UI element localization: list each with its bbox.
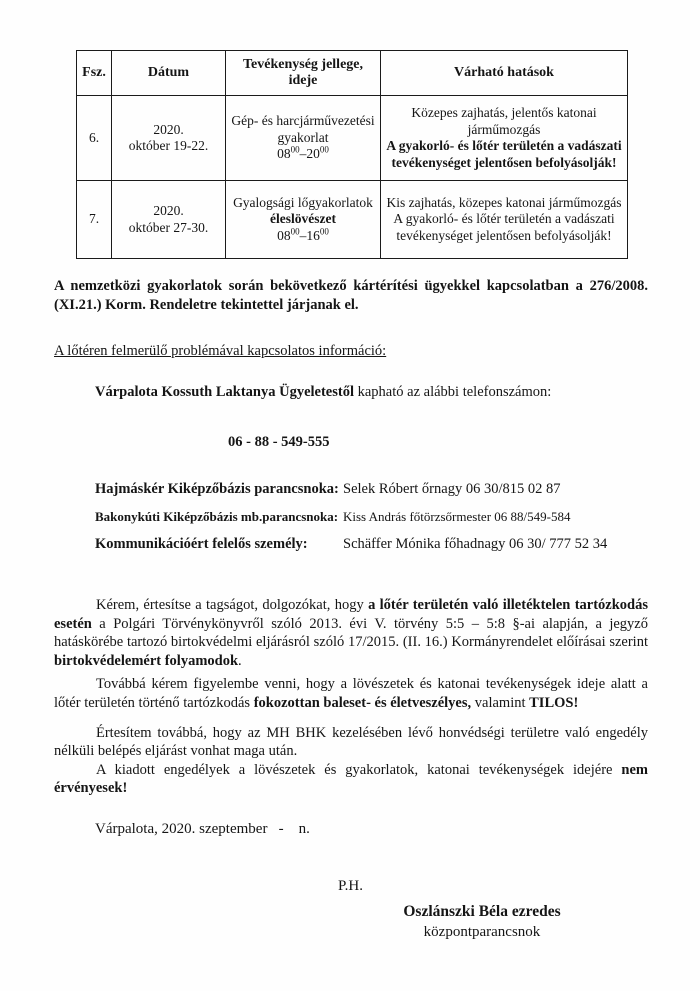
activity-text: Gép- és harcjárművezetési gyakorlat	[231, 113, 375, 145]
time-start-sup: 00	[290, 144, 300, 155]
activity-time	[230, 228, 376, 245]
time-end: 16	[306, 227, 320, 243]
contact-list	[95, 481, 648, 553]
text-segment: valamint	[471, 694, 530, 711]
time-end-sup: 00	[319, 226, 329, 237]
paragraph-danger-warning	[54, 675, 648, 712]
date-year: 2020.	[153, 121, 184, 137]
signer-name: Oszlánszki Béla ezredes	[403, 902, 561, 920]
cell-date	[112, 181, 226, 259]
table-row	[77, 96, 628, 181]
table-header-row	[77, 51, 628, 96]
contact-label: Bakonykúti Kiképzőbázis mb.parancsnoka:	[95, 509, 339, 524]
contact-label: Kommunikációért felelős személy:	[95, 536, 308, 552]
cell-activity	[226, 181, 381, 259]
text-segment: .	[238, 652, 242, 669]
text-segment: A kiadott engedélyek a lövészetek és gyakorlatok, katonai tevékenységek idejére	[96, 761, 622, 778]
date-range: október 19-22.	[128, 138, 209, 153]
text-segment-bold: nem érvényesek!	[54, 761, 648, 797]
paragraph-entry-notice: Értesítem továbbá, hogy az MH BHK kezelésében lévő honvédségi területre való engedély nélküli belépés eljárást vonhat maga után.	[54, 724, 648, 760]
time-start-sup: 00	[290, 226, 300, 237]
time-end-sup: 00	[319, 144, 329, 155]
duty-office-line	[54, 384, 648, 401]
activity-time	[230, 146, 376, 163]
contact-label: Hajmáskér Kiképzőbázis parancsnoka:	[95, 481, 339, 497]
cell-effects	[381, 96, 628, 181]
duty-phone-number: 06 - 88 - 549-555	[228, 434, 330, 450]
text-segment: Továbbá kérem figyelembe venni, hogy a lövészetek és katonai tevékenységek ideje alatt a lőtér területén történő tartózkodás	[54, 676, 648, 711]
text-segment-bold: TILOS!	[529, 694, 579, 711]
text-segment: Kérem, értesítse a tagságot, dolgozókat, hogy	[96, 597, 369, 613]
activity-schedule-table	[76, 50, 628, 259]
text-segment: a Polgári Törvénykönyvről szóló 2013. évi V. törvény 5:5 – 5:8 §-ai alapján, a jegyző hatáskörébe tartozó birtokvédelmi eljárásról szóló 17/2015. (II. 16.) Kormányrendelet előírásai szerint	[54, 615, 648, 651]
paragraph-international-exercises: A nemzetközi gyakorlatok során bekövetkező kártérítési ügyekkel kapcsolatban a 276/2008. (XI.21.) Korm. Rendeletre tekintettel járjanak el.	[54, 278, 648, 313]
effects-bold: A gyakorló- és lőtér területén a vadászati tevékenységet jelentősen befolyásolják!	[386, 138, 622, 170]
time-start: 08	[277, 146, 291, 162]
date-range: október 27-30.	[128, 219, 209, 235]
activity-text-bold: éleslövészet	[270, 211, 336, 227]
contact-value: Selek Róbert őrnagy 06 30/815 02 87	[343, 481, 561, 497]
column-header-datum: Dátum	[112, 51, 226, 96]
column-header-fsz: Fsz.	[77, 51, 112, 96]
time-end: 20	[306, 146, 320, 162]
column-header-tevekenyseg: Tevékenység jellege, ideje	[226, 51, 381, 96]
date-year: 2020.	[153, 203, 184, 218]
duty-office-rest: kapható az alábbi telefonszámon:	[354, 384, 552, 400]
contact-value: Kiss András főtörzsőrmester 06 88/549-584	[343, 509, 571, 524]
time-dash: –	[299, 146, 307, 162]
column-header-varhato-hatasok: Várható hatások	[381, 51, 628, 96]
info-heading: A lőtéren felmerülő problémával kapcsolatos információ:	[54, 343, 387, 359]
contact-value: Schäffer Mónika főhadnagy 06 30/ 777 52 34	[343, 536, 608, 552]
cell-fsz: 7.	[77, 181, 112, 259]
time-dash: –	[299, 227, 307, 243]
paragraph-permits-notice	[54, 761, 648, 798]
cell-effects	[381, 181, 628, 259]
cell-activity	[226, 96, 381, 181]
activity-text: Gyalogsági lőgyakorlatok	[233, 194, 373, 210]
paragraph-trespass-warning	[54, 596, 648, 670]
stamp-placeholder: P.H.	[338, 877, 364, 894]
text-segment-bold: birtokvédelemért folyamodok	[54, 652, 239, 669]
signature-block	[312, 902, 652, 942]
cell-fsz: 6.	[77, 96, 112, 181]
place-date-line: Várpalota, 2020. szeptember - n.	[95, 820, 310, 837]
text-segment-bold: fokozottan baleset- és életveszélyes,	[253, 694, 472, 711]
table-row	[77, 181, 628, 259]
effects-normal-2: A gyakorló- és lőtér területén a vadászati tevékenységet jelentősen befolyásolják!	[393, 211, 615, 243]
text-segment-bold: a lőtér területén való illetéktelen tartózkodás esetén	[54, 597, 648, 632]
effects-normal: Közepes zajhatás, jelentős katonai járműmozgás	[411, 105, 597, 137]
cell-date	[112, 96, 226, 181]
duty-office-name: Várpalota Kossuth Laktanya Ügyeletestől	[95, 384, 354, 400]
time-start: 08	[277, 227, 291, 243]
signer-role: központparancsnok	[423, 923, 541, 940]
effects-normal: Kis zajhatás, közepes katonai járműmozgás	[386, 194, 622, 210]
